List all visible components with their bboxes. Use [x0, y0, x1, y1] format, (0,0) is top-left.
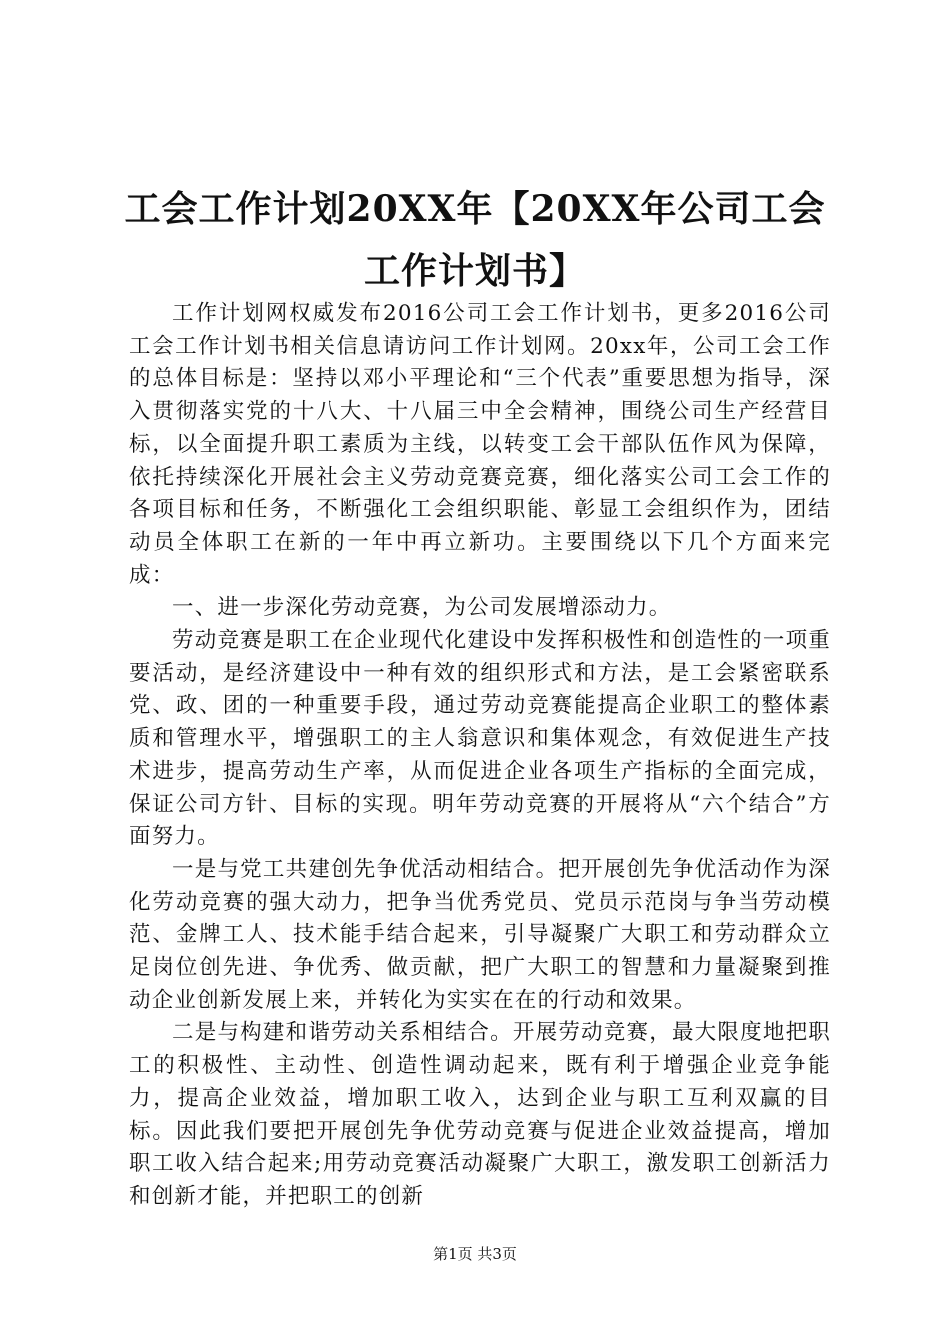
- page-footer: 第1页 共3页: [433, 1245, 517, 1263]
- paragraph-point-two: 二是与构建和谐劳动关系相结合。开展劳动竞赛，最大限度地把职工的积极性、主动性、创造性调动起来，既有利于增强企业竞争能力，提高企业效益，增加职工收入，达到企业与职工互利双赢的目标。因此我们要把开展创先争优劳动竞赛与促进企业效益提高，增加职工收入结合起来;用劳动竞赛活动凝聚广大职工，激发职工创新活力和创新才能，并把职工的创新: [129, 1020, 831, 1209]
- paragraph-labor-competition: 劳动竞赛是职工在企业现代化建设中发挥积极性和创造性的一项重要活动，是经济建设中一种有效的组织形式和方法，是工会紧密联系党、政、团的一种重要手段，通过劳动竞赛能提高企业职工的整体素质和管理水平，增强职工的主人翁意识和集体观念，有效促进生产技术进步，提高劳动生产率，从而促进企业各项生产指标的全面完成，保证公司方针、目标的实现。明年劳动竞赛的开展将从“六个结合”方面努力。: [129, 628, 831, 850]
- document-title: 工会工作计划20XX年【20XX年公司工会工作计划书】: [124, 188, 826, 292]
- document-body: [129, 298, 831, 1214]
- paragraph-point-one: 一是与党工共建创先争优活动相结合。把开展创先争优活动作为深化劳动竞赛的强大动力，把争当优秀党员、党员示范岗与争当劳动模范、金牌工人、技术能手结合起来，引导凝聚广大职工和劳动群众立足岗位创先进、争优秀、做贡献，把广大职工的智慧和力量凝聚到推动企业创新发展上来，并转化为实实在在的行动和效果。: [129, 856, 831, 1013]
- paragraph-section-heading: 一、进一步深化劳动竞赛，为公司发展增添动力。: [172, 595, 672, 621]
- paragraph-intro: 工作计划网权威发布2016公司工会工作计划书，更多2016公司工会工作计划书相关信息请访问工作计划网。20xx年，公司工会工作的总体目标是：坚持以邓小平理论和“三个代表”重要思想为指导，深入贯彻落实党的十八大、十八届三中全会精神，围绕公司生产经营目标，以全面提升职工素质为主线，以转变工会干部队伍作风为保障，依托持续深化开展社会主义劳动竞赛竞赛，细化落实公司工会工作的各项目标和任务，不断强化工会组织职能、彰显工会组织作为，团结动员全体职工在新的一年中再立新功。主要围绕以下几个方面来完成：: [129, 301, 831, 588]
